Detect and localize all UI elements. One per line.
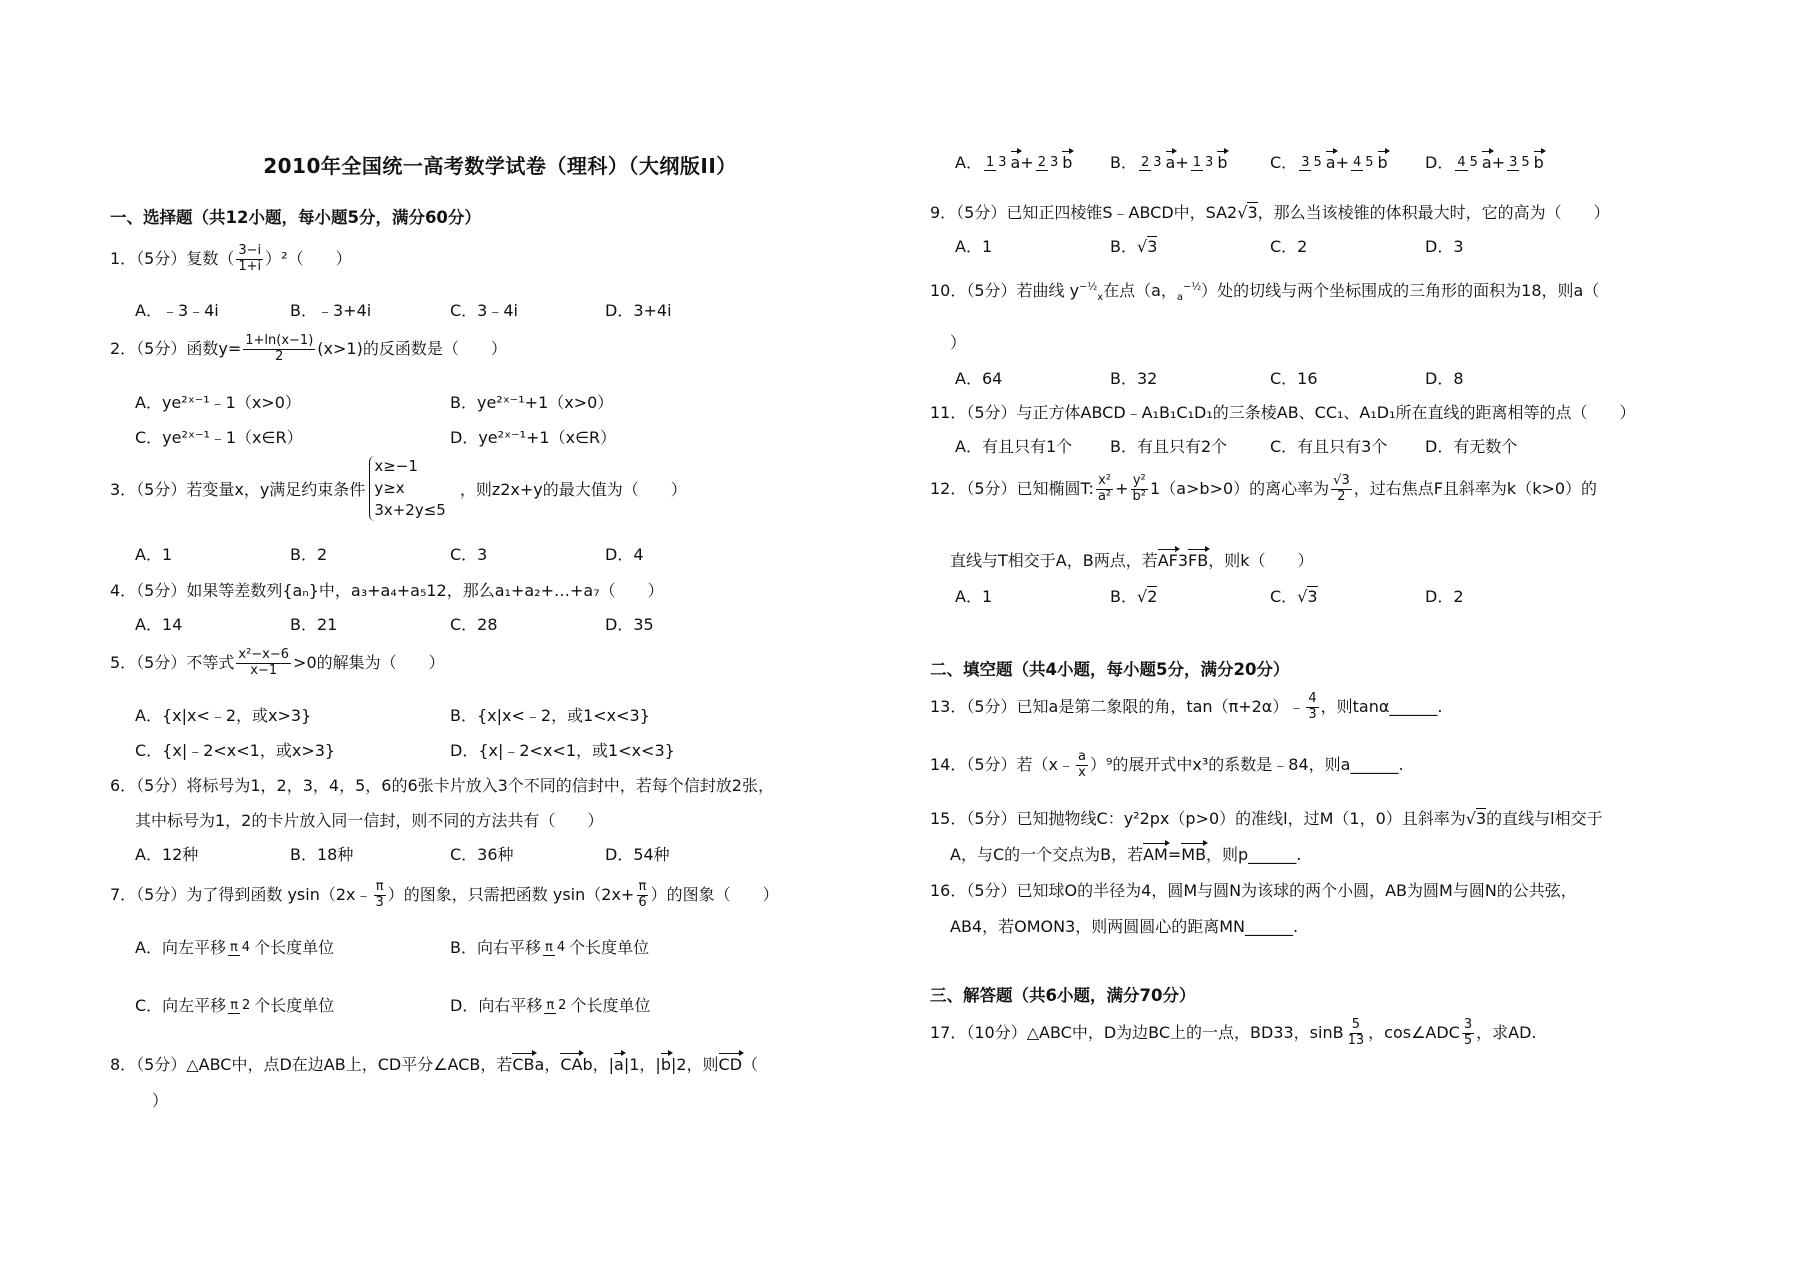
option[interactable]: A．12种 xyxy=(135,845,199,864)
section-heading-choice: 一、选择题（共12小题，每小题5分，满分60分） xyxy=(110,208,481,227)
option[interactable]: C．{x|﹣2<x<1，或x>3} xyxy=(135,741,336,760)
question-16-line2: AB4，若OMON3，则两圆圆心的距离MN______. xyxy=(950,917,1299,936)
option[interactable]: A．1 xyxy=(955,237,993,256)
option[interactable]: A．1 xyxy=(135,545,173,564)
q5-options-row1 xyxy=(135,703,650,726)
option[interactable]: B．{x|x<﹣2，或1<x<3} xyxy=(450,706,650,725)
option[interactable]: C．16 xyxy=(1270,369,1318,388)
q4-options xyxy=(135,612,654,635)
option[interactable]: D．54种 xyxy=(605,845,670,864)
q10-options xyxy=(955,366,1464,389)
option[interactable]: D． 4 5 a+ 3 5 b xyxy=(1425,153,1544,172)
question-2: 2．（5分）函数y= $\frac{1+\ln(x-1)}{2}$ (x>1)的反函数是（ ） xyxy=(110,333,507,364)
option[interactable]: A． 1 3 a+ 2 3 b xyxy=(955,153,1073,172)
option[interactable]: C． 3 5 a+ 4 5 b xyxy=(1270,153,1388,172)
q7-options-row2 xyxy=(135,993,650,1016)
question-13: 13．（5分）已知a是第二象限的角，tan（π+2α）﹣ $\frac{4}{3}$ ，则tanα______. xyxy=(930,691,1443,722)
q5-options-row2 xyxy=(135,738,675,761)
q2-options-row2 xyxy=(135,425,616,448)
q2-options-row1 xyxy=(135,390,613,413)
question-11: 11．（5分）与正方体ABCD﹣A₁B₁C₁D₁的三条棱AB、CC₁、A₁D₁所在直线的距离相等的点（ ） xyxy=(930,403,1636,422)
option[interactable]: C．√ 3 xyxy=(1270,584,1425,607)
question-9: 9．（5分）已知正四棱锥S﹣ABCD中，SA2√ 3，那么当该棱锥的体积最大时，它的高为（ ） xyxy=(930,200,1610,223)
question-10-line2: ） xyxy=(950,333,967,352)
option[interactable]: C．3﹣4i xyxy=(450,301,518,320)
option[interactable]: C．28 xyxy=(450,615,498,634)
q1-options xyxy=(135,298,672,321)
question-10: 10．（5分）若曲线 $y^{-\frac{1}{2}}_x$在点（a，$_a^{-\frac{1}{2}}$）处的切线与两个坐标围成的三角形的面积为18，则a（ xyxy=(930,281,1600,304)
option[interactable]: B．18种 xyxy=(290,845,354,864)
option[interactable]: B．2 xyxy=(290,545,328,564)
q11-options xyxy=(955,434,1517,457)
q9-options xyxy=(955,234,1464,257)
option[interactable]: C．2 xyxy=(1270,237,1308,256)
option[interactable]: D．3+4i xyxy=(605,301,672,320)
question-16: 16．（5分）已知球O的半径为4，圆M与圆N为该球的两个小圆，AB为圆M与圆N的公共弦， xyxy=(930,881,1577,900)
option[interactable]: A．1 xyxy=(955,587,993,606)
option[interactable]: D．8 xyxy=(1425,369,1464,388)
option[interactable]: A．14 xyxy=(135,615,183,634)
question-8: 8．（5分）△ABC中，点D在边AB上，CD平分∠ACB，若CBa，CAb，|a|1，|b|2，则CD（ xyxy=(110,1055,759,1074)
question-3: 3．（5分）若变量x，y满足约束条件 x≥−1 y≥x 3x+2y≤5 ，则z2x+y的最大值为（ ） xyxy=(110,456,687,521)
option[interactable]: B．√ 2 xyxy=(1110,584,1270,607)
question-8-line2: ） xyxy=(152,1091,169,1110)
option[interactable]: D．{x|﹣2<x<1，或1<x<3} xyxy=(450,741,675,760)
question-6: 6．（5分）将标号为1，2，3，4，5，6的6张卡片放入3个不同的信封中，若每个信封放2张， xyxy=(110,776,774,795)
option[interactable]: B．21 xyxy=(290,615,338,634)
question-6-line2: 其中标号为1，2的卡片放入同一信封，则不同的方法共有（ ） xyxy=(135,811,604,830)
question-15-line2: A，与C的一个交点为B，若AM=MB，则p______. xyxy=(950,845,1302,864)
option[interactable]: A．64 xyxy=(955,369,1003,388)
q7-options-row1 xyxy=(135,935,649,958)
option[interactable]: C．有且只有3个 xyxy=(1270,437,1388,456)
option[interactable]: A．﹣3﹣4i xyxy=(135,301,219,320)
question-12-line2: 直线与T相交于A，B两点，若AF3FB，则k（ ） xyxy=(950,551,1314,570)
option[interactable]: D．3 xyxy=(1425,237,1464,256)
option[interactable]: B．ye²ˣ⁻¹+1（x>0） xyxy=(450,393,614,412)
question-1: 1．（5分）复数（ $\frac{3-i}{1+i}$ ）²（ ） xyxy=(110,243,352,274)
option[interactable]: B． 2 3 a+ 1 3 b xyxy=(1110,153,1228,172)
option[interactable]: D．向右平移 π 2 个长度单位 xyxy=(450,996,651,1015)
q12-options xyxy=(955,584,1464,607)
option[interactable]: B．﹣3+4i xyxy=(290,301,372,320)
option[interactable]: C．ye²ˣ⁻¹﹣1（x∈R） xyxy=(135,428,303,447)
option[interactable]: D．ye²ˣ⁻¹+1（x∈R） xyxy=(450,428,617,447)
q5-fraction: $\frac{\text{x²−x−6}}{x-1}$ xyxy=(238,647,290,678)
section-heading-fill: 二、填空题（共4小题，每小题5分，满分20分） xyxy=(930,660,1290,679)
option[interactable]: C．36种 xyxy=(450,845,514,864)
q6-options xyxy=(135,842,670,865)
option[interactable]: D．4 xyxy=(605,545,644,564)
section-heading-answer: 三、解答题（共6小题，满分70分） xyxy=(930,986,1196,1005)
q1-text: 1．（5分）复数（ xyxy=(110,248,235,268)
question-4: 4．（5分）如果等差数列{aₙ}中，a₃+a₄+a₅12，那么a₁+a₂+…+a₇（ ） xyxy=(110,581,664,600)
question-17: 17．（10分）△ABC中，D为边BC上的一点，BD33，sinB $\frac{5}{13}$ ，cos∠ADC $\frac{3}{5}$ ，求AD. xyxy=(930,1017,1537,1048)
option[interactable]: A．{x|x<﹣2，或x>3} xyxy=(135,706,312,725)
question-5: 5．（5分）不等式 $\frac{\text{x²−x−6}}{x-1}$ >0的解集为（ ） xyxy=(110,647,445,678)
option[interactable]: A．ye²ˣ⁻¹﹣1（x>0） xyxy=(135,393,301,412)
page-title: 2010年全国统一高考数学试卷（理科）（大纲版II） xyxy=(263,154,737,178)
question-14: 14．（5分）若（x﹣ $\frac{a}{x}$ ）⁹的展开式中x³的系数是﹣84，则a______. xyxy=(930,749,1404,780)
option[interactable]: D．2 xyxy=(1425,587,1464,606)
question-7: 7．（5分）为了得到函数 ysin（2x﹣ $\frac{\pi}{3}$ ）的图象，只需把函数 ysin（2x+ $\frac{\pi}{6}$ ）的图象（ ） xyxy=(110,879,779,910)
q2-fraction: $\frac{1+\ln(x-1)}{2}$ xyxy=(245,333,314,364)
option[interactable]: D．有无数个 xyxy=(1425,437,1518,456)
option[interactable]: A．有且只有1个 xyxy=(955,437,1073,456)
option[interactable]: C．向左平移 π 2 个长度单位 xyxy=(135,996,335,1015)
q3-options xyxy=(135,542,644,565)
q8-options xyxy=(955,150,1544,173)
option[interactable]: B．32 xyxy=(1110,369,1158,388)
option[interactable]: A．向左平移 π 4 个长度单位 xyxy=(135,938,335,957)
q3-constraint-system: x≥−1 y≥x 3x+2y≤5 xyxy=(369,456,446,521)
q1-fraction: $\frac{3-i}{1+i}$ xyxy=(238,243,262,274)
option[interactable]: B．向右平移 π 4 个长度单位 xyxy=(450,938,650,957)
question-12: 12．（5分）已知椭圆T: $\frac{\text{x²}}{\text{a²}}$ + $\frac{\text{y²}}{\text{b²}}$ 1（a>b>0）的离心率为 $\frac{√3}{2}$ ，过右焦点F且斜率为k（k>0）的 xyxy=(930,473,1598,504)
option[interactable]: B．√ 3 xyxy=(1110,234,1270,257)
question-15: 15．（5分）已知抛物线C：y²2px（p>0）的准线l，过M（1，0）且斜率为√ 3的直线与l相交于 xyxy=(930,806,1603,829)
option[interactable]: B．有且只有2个 xyxy=(1110,437,1228,456)
option[interactable]: D．35 xyxy=(605,615,654,634)
option[interactable]: C．3 xyxy=(450,545,488,564)
